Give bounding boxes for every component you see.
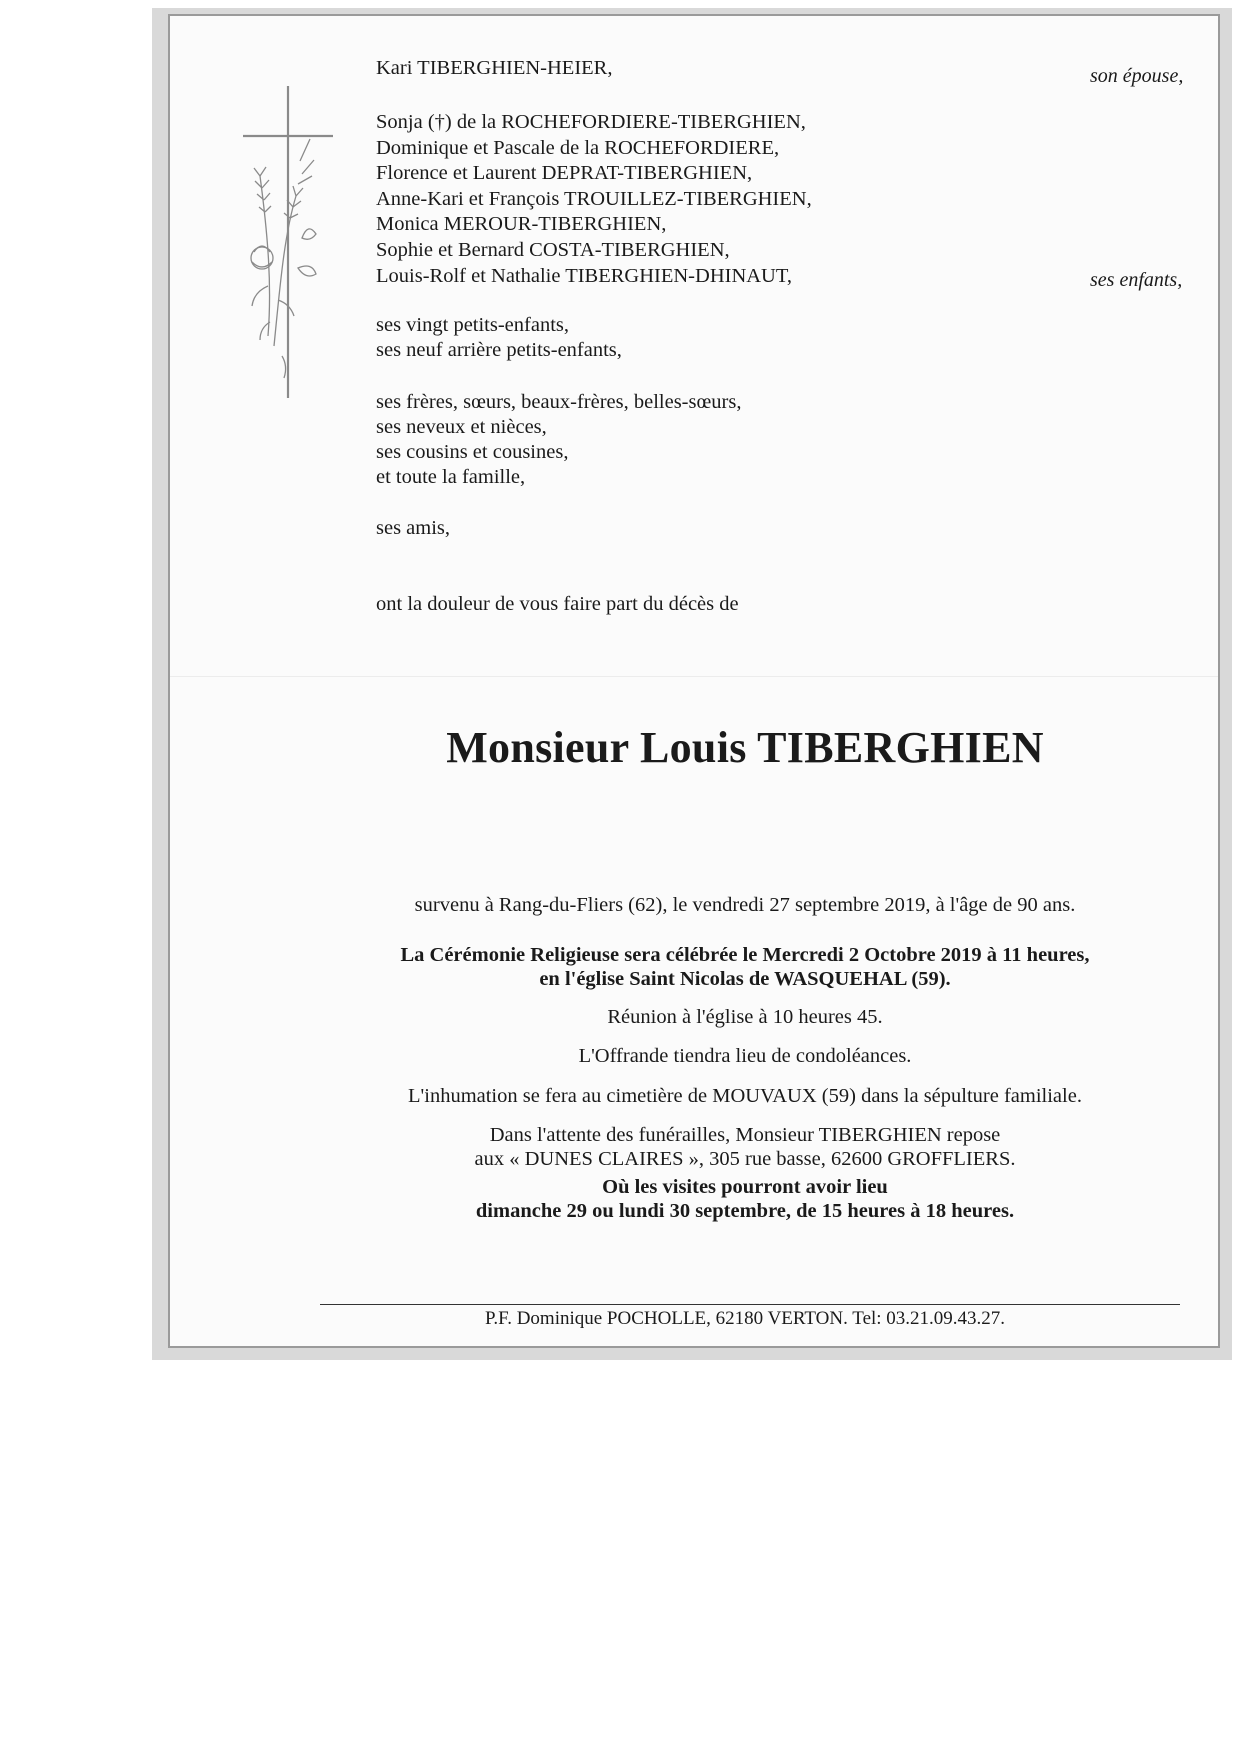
child-line: Anne-Kari et François TROUILLEZ-TIBERGHIEN, (376, 188, 812, 210)
announcement-line: ont la douleur de vous faire part du décès de (376, 593, 739, 615)
meeting-line: Réunion à l'église à 10 heures 45. (607, 1006, 883, 1028)
spouse-role: son épouse, (1090, 65, 1184, 87)
relatives-line: et toute la famille, (376, 466, 526, 488)
child-line: Monica MEROUR-TIBERGHIEN, (376, 213, 667, 235)
footer-divider (320, 1304, 1180, 1305)
offering-line: L'Offrande tiendra lieu de condoléances. (578, 1045, 912, 1067)
relatives-line: ses cousins et cousines, (376, 441, 569, 463)
funeral-home-footer: P.F. Dominique POCHOLLE, 62180 VERTON. Tel: 03.21.09.43.27. (484, 1308, 1006, 1329)
rest-line: aux « DUNES CLAIRES », 305 rue basse, 62600 GROFFLIERS. (474, 1148, 1016, 1170)
relatives-line: ses neveux et nièces, (376, 416, 547, 438)
fold-line (170, 676, 1218, 677)
burial-line: L'inhumation se fera au cimetière de MOUVAUX (59) dans la sépulture familiale. (408, 1085, 1082, 1107)
grandchildren-line: ses vingt petits-enfants, (376, 314, 570, 336)
child-line: Dominique et Pascale de la ROCHEFORDIERE, (376, 137, 780, 159)
child-line: Florence et Laurent DEPRAT-TIBERGHIEN, (376, 162, 753, 184)
child-line: Louis-Rolf et Nathalie TIBERGHIEN-DHINAUT, (376, 265, 792, 287)
visits-line: Où les visites pourront avoir lieu (602, 1176, 888, 1198)
relatives-line: ses frères, sœurs, beaux-frères, belles-sœurs, (376, 391, 742, 413)
death-info: survenu à Rang-du-Fliers (62), le vendredi 27 septembre 2019, à l'âge de 90 ans. (414, 894, 1076, 916)
spouse-name: Kari TIBERGHIEN-HEIER, (376, 57, 613, 79)
cross-with-wheat-and-flower-icon (238, 86, 348, 406)
child-line: Sonja (†) de la ROCHEFORDIERE-TIBERGHIEN, (376, 111, 806, 133)
grandchildren-line: ses neuf arrière petits-enfants, (376, 339, 622, 361)
ceremony-line: en l'église Saint Nicolas de WASQUEHAL (59). (539, 968, 951, 990)
ceremony-line: La Cérémonie Religieuse sera célébrée le Mercredi 2 Octobre 2019 à 11 heures, (400, 944, 1090, 966)
child-line: Sophie et Bernard COSTA-TIBERGHIEN, (376, 239, 730, 261)
deceased-name: Monsieur Louis TIBERGHIEN (446, 723, 1044, 772)
rest-line: Dans l'attente des funérailles, Monsieur TIBERGHIEN repose (489, 1124, 1001, 1146)
friends-line: ses amis, (376, 517, 451, 539)
visits-line: dimanche 29 ou lundi 30 septembre, de 15 heures à 18 heures. (475, 1200, 1015, 1222)
children-role: ses enfants, (1090, 269, 1183, 291)
